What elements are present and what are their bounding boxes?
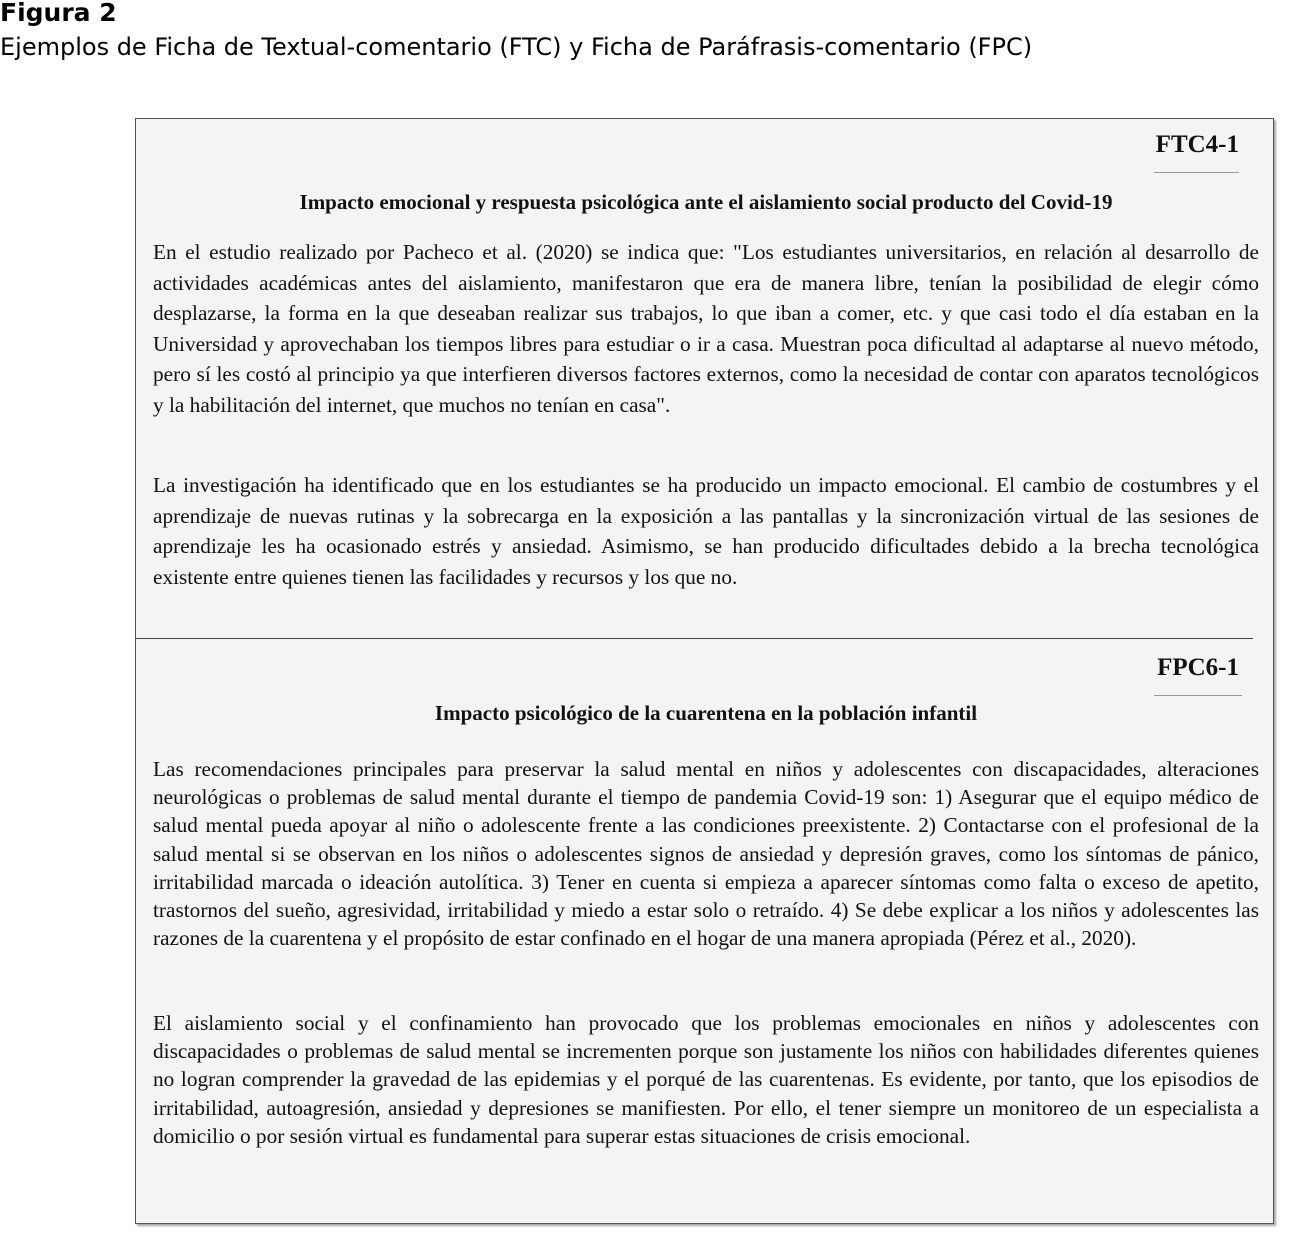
card-ftc-paragraph-1: En el estudio realizado por Pacheco et al. (2020) se indica que: "Los estudiantes universitarios, en relación al desarrollo de actividades académicas antes del aislamiento, manifestaron que era de manera libre, tenían la posibilidad de elegir cómo desplazarse, la forma en la que deseaban realizar sus trabajos, lo que iban a comer, etc. y que casi todo el día estaban en la Universidad y aprovechaban los tiempos libres para estudiar o ir a casa. Muestran poca dificultad al adaptarse al nuevo método, pero sí les costó al principio ya que interfieren diversos factores externos, como la necesidad de contar con aparatos tecnológicos y la habilitación del internet, que muchos no tenían en casa". (153, 240, 1259, 417)
card-fpc-code: FPC6-1 (1157, 654, 1239, 681)
card-fpc-paragraph-1: Las recomendaciones principales para preservar la salud mental en niños y adolescentes con discapacidades, alteraciones neurológicas o problemas de salud mental durante el tiempo de pandemia Covid-19 son: 1) Asegurar que el equipo médico de salud mental pueda apoyar al niño o adolescente frente a las condiciones preexistente. 2) Contactarse con el profesional de la salud mental si se observan en los niños o adolescentes signos de ansiedad y depresión graves, como los síntomas de pánico, irritabilidad marcada o ideación autolítica. 3) Tener en cuenta si empieza a aparecer síntomas como falta o exceso de apetito, trastornos del sueño, agresividad, irritabilidad y miedo a estar solo o retraído. 4) Se debe explicar a los niños y adolescentes las razones de la cuarentena y el propósito de estar confinado en el hogar de una manera apropiada (Pérez et al., 2020). (153, 757, 1259, 951)
card-ftc-paragraph-2: La investigación ha identificado que en los estudiantes se ha producido un impacto emocional. El cambio de costumbres y el aprendizaje de nuevas rutinas y la sobrecarga en la exposición a las pantallas y la sincronización virtual de las sesiones de aprendizaje les ha ocasionado estrés y ansiedad. Asimismo, se han producido dificultades debido a la brecha tecnológica existente entre quienes tienen las facilidades y recursos y los que no. (153, 473, 1259, 589)
card-fpc-code-underline (1154, 695, 1242, 696)
figure-label: Figura 2 (0, 0, 117, 27)
card-ftc-code-underline (1154, 172, 1239, 173)
card-ftc-code: FTC4-1 (1155, 131, 1239, 158)
card-divider (135, 638, 1253, 639)
card-fpc-title: Impacto psicológico de la cuarentena en la población infantil (434, 701, 978, 725)
figure-caption: Ejemplos de Ficha de Textual-comentario (FTC) y Ficha de Paráfrasis-comentario (FPC) (0, 33, 1033, 61)
card-ftc-title: Impacto emocional y respuesta psicológica ante el aislamiento social producto del Covid-19 (299, 190, 1113, 214)
card-fpc-paragraph-2: El aislamiento social y el confinamiento han provocado que los problemas emocionales en niños y adolescentes con discapacidades o problemas de salud mental se incrementen porque son justamente los niños con habilidades diferentes quienes no logran comprender la gravedad de las epidemias y el porqué de las cuarentenas. Es evidente, por tanto, que los episodios de irritabilidad, autoagresión, ansiedad y depresiones se manifiesten. Por ello, el tener siempre un monitoreo de un especialista a domicilio o por sesión virtual es fundamental para superar estas situaciones de crisis emocional. (153, 1011, 1259, 1148)
